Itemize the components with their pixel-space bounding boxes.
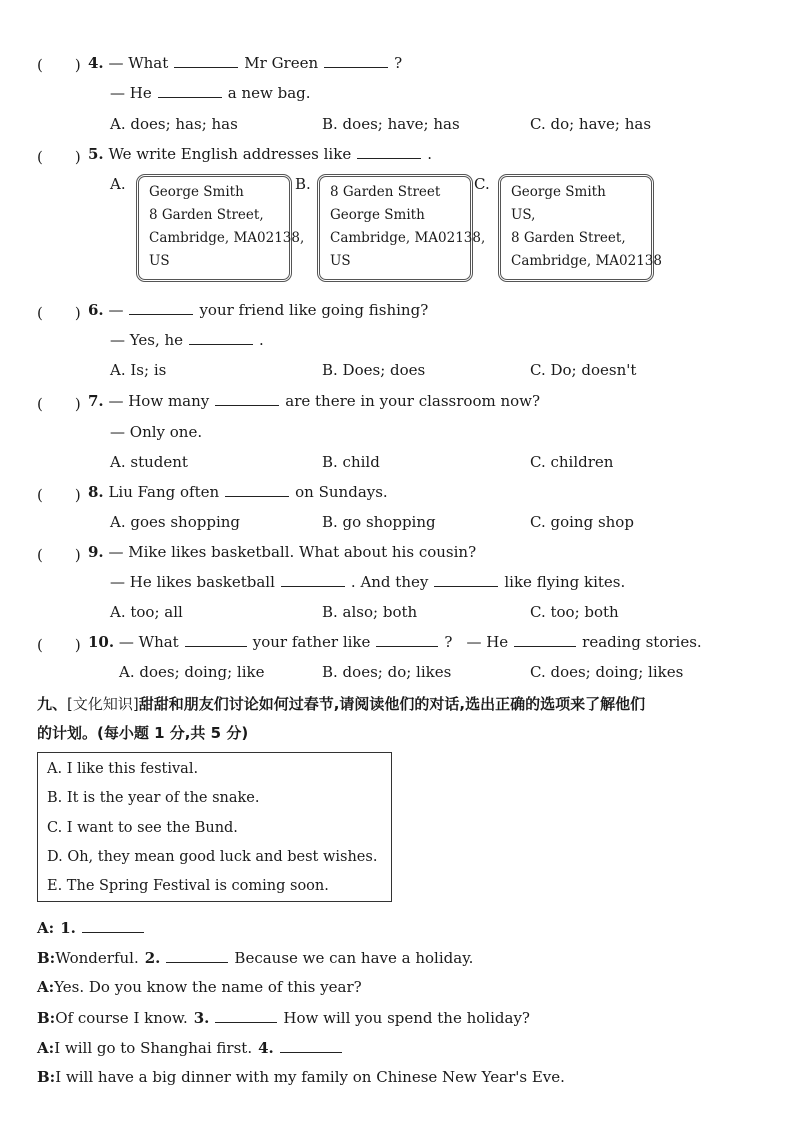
dialogue-line-4: B:Of course I know. 3. How will you spend the holiday? <box>37 1009 530 1027</box>
answer-paren[interactable]: ( ) <box>37 636 81 654</box>
answer-blank[interactable] <box>189 330 253 345</box>
answer-blank[interactable] <box>129 300 193 315</box>
option-b[interactable]: B. also; both <box>322 603 418 621</box>
question-4-line2: — He a new bag. <box>110 84 311 102</box>
answer-blank[interactable] <box>514 632 576 647</box>
dialogue-line-2: B:Wonderful. 2. Because we can have a holiday. <box>37 949 474 967</box>
address-card-b[interactable]: 8 Garden Street George Smith Cambridge, MA02138, US <box>317 174 473 282</box>
question-8-line1: 8. Liu Fang often on Sundays. <box>88 483 388 501</box>
option-c[interactable]: C. does; doing; likes <box>530 663 684 681</box>
option-b-label[interactable]: B. <box>295 175 311 193</box>
answer-blank[interactable] <box>215 391 279 406</box>
question-6-line2: — Yes, he . <box>110 331 264 349</box>
question-6-line1: 6. — your friend like going fishing? <box>88 301 429 319</box>
answer-blank[interactable] <box>158 83 222 98</box>
option-item[interactable]: E. The Spring Festival is coming soon. <box>47 878 329 894</box>
answer-blank[interactable] <box>166 948 228 963</box>
option-a-label[interactable]: A. <box>110 175 126 193</box>
option-a[interactable]: A. does; doing; like <box>119 663 265 681</box>
option-c[interactable]: C. do; have; has <box>530 115 652 133</box>
option-b[interactable]: B. child <box>322 453 380 471</box>
question-9-line2: — He likes basketball . And they like flying kites. <box>110 573 626 591</box>
option-a[interactable]: A. student <box>110 453 188 471</box>
answer-blank[interactable] <box>215 1008 277 1023</box>
question-10-line1: 10. — What your father like ? — He reading stories. <box>88 633 702 651</box>
question-5-stem: 5. We write English addresses like . <box>88 145 432 163</box>
answer-blank[interactable] <box>376 632 438 647</box>
question-7-line2: — Only one. <box>110 423 203 441</box>
option-item[interactable]: A. I like this festival. <box>47 761 199 777</box>
options-box <box>37 752 392 902</box>
option-c-label[interactable]: C. <box>474 175 490 193</box>
answer-paren[interactable]: ( ) <box>37 395 81 413</box>
dialogue-line-6: B:I will have a big dinner with my family on Chinese New Year's Eve. <box>37 1068 565 1086</box>
answer-blank[interactable] <box>174 53 238 68</box>
question-number: 4. <box>88 54 104 72</box>
answer-blank[interactable] <box>281 572 345 587</box>
answer-paren[interactable]: ( ) <box>37 304 81 322</box>
address-card-c[interactable]: George Smith US, 8 Garden Street, Cambridge, MA02138 <box>498 174 654 282</box>
answer-blank[interactable] <box>225 482 289 497</box>
option-item[interactable]: D. Oh, they mean good luck and best wishes. <box>47 849 378 865</box>
option-c[interactable]: C. Do; doesn't <box>530 361 637 379</box>
question-9-line1: 9. — Mike likes basketball. What about his cousin? <box>88 543 477 561</box>
option-b[interactable]: B. go shopping <box>322 513 436 531</box>
answer-blank[interactable] <box>434 572 498 587</box>
address-card-a[interactable]: George Smith 8 Garden Street, Cambridge, MA02138, US <box>136 174 292 282</box>
option-a[interactable]: A. does; has; has <box>110 115 238 133</box>
option-b[interactable]: B. Does; does <box>322 361 426 379</box>
answer-blank[interactable] <box>357 144 421 159</box>
option-a[interactable]: A. goes shopping <box>110 513 240 531</box>
answer-blank[interactable] <box>280 1038 342 1053</box>
question-7-line1: 7. — How many are there in your classroom now? <box>88 392 541 410</box>
option-b[interactable]: B. does; do; likes <box>322 663 452 681</box>
answer-paren[interactable]: ( ) <box>37 546 81 564</box>
option-c[interactable]: C. too; both <box>530 603 619 621</box>
option-a[interactable]: A. too; all <box>110 603 183 621</box>
answer-paren[interactable]: ( ) <box>37 486 81 504</box>
option-c[interactable]: C. going shop <box>530 513 634 531</box>
answer-paren[interactable]: ( ) <box>37 148 81 166</box>
option-a[interactable]: A. Is; is <box>110 361 167 379</box>
answer-blank[interactable] <box>185 632 247 647</box>
option-item[interactable]: C. I want to see the Bund. <box>47 820 238 836</box>
answer-blank[interactable] <box>82 918 144 933</box>
dialogue-line-1: A: 1. <box>37 918 150 937</box>
option-c[interactable]: C. children <box>530 453 614 471</box>
section-9-heading-line2: 的计划。(每小题 1 分,共 5 分) <box>37 724 249 742</box>
option-item[interactable]: B. It is the year of the snake. <box>47 790 260 806</box>
section-9-heading: 九、[文化知识]甜甜和朋友们讨论如何过春节,请阅读他们的对话,选出正确的选项来了解他们 <box>37 695 646 713</box>
section-tag: [文化知识] <box>67 695 139 713</box>
dialogue-line-3: A:Yes. Do you know the name of this year? <box>37 978 362 996</box>
dialogue-line-5: A:I will go to Shanghai first. 4. <box>37 1038 348 1057</box>
question-4-line1: 4. — What Mr Green ? <box>88 54 403 72</box>
answer-blank[interactable] <box>324 53 388 68</box>
answer-paren[interactable]: ( ) <box>37 56 81 74</box>
option-b[interactable]: B. does; have; has <box>322 115 460 133</box>
